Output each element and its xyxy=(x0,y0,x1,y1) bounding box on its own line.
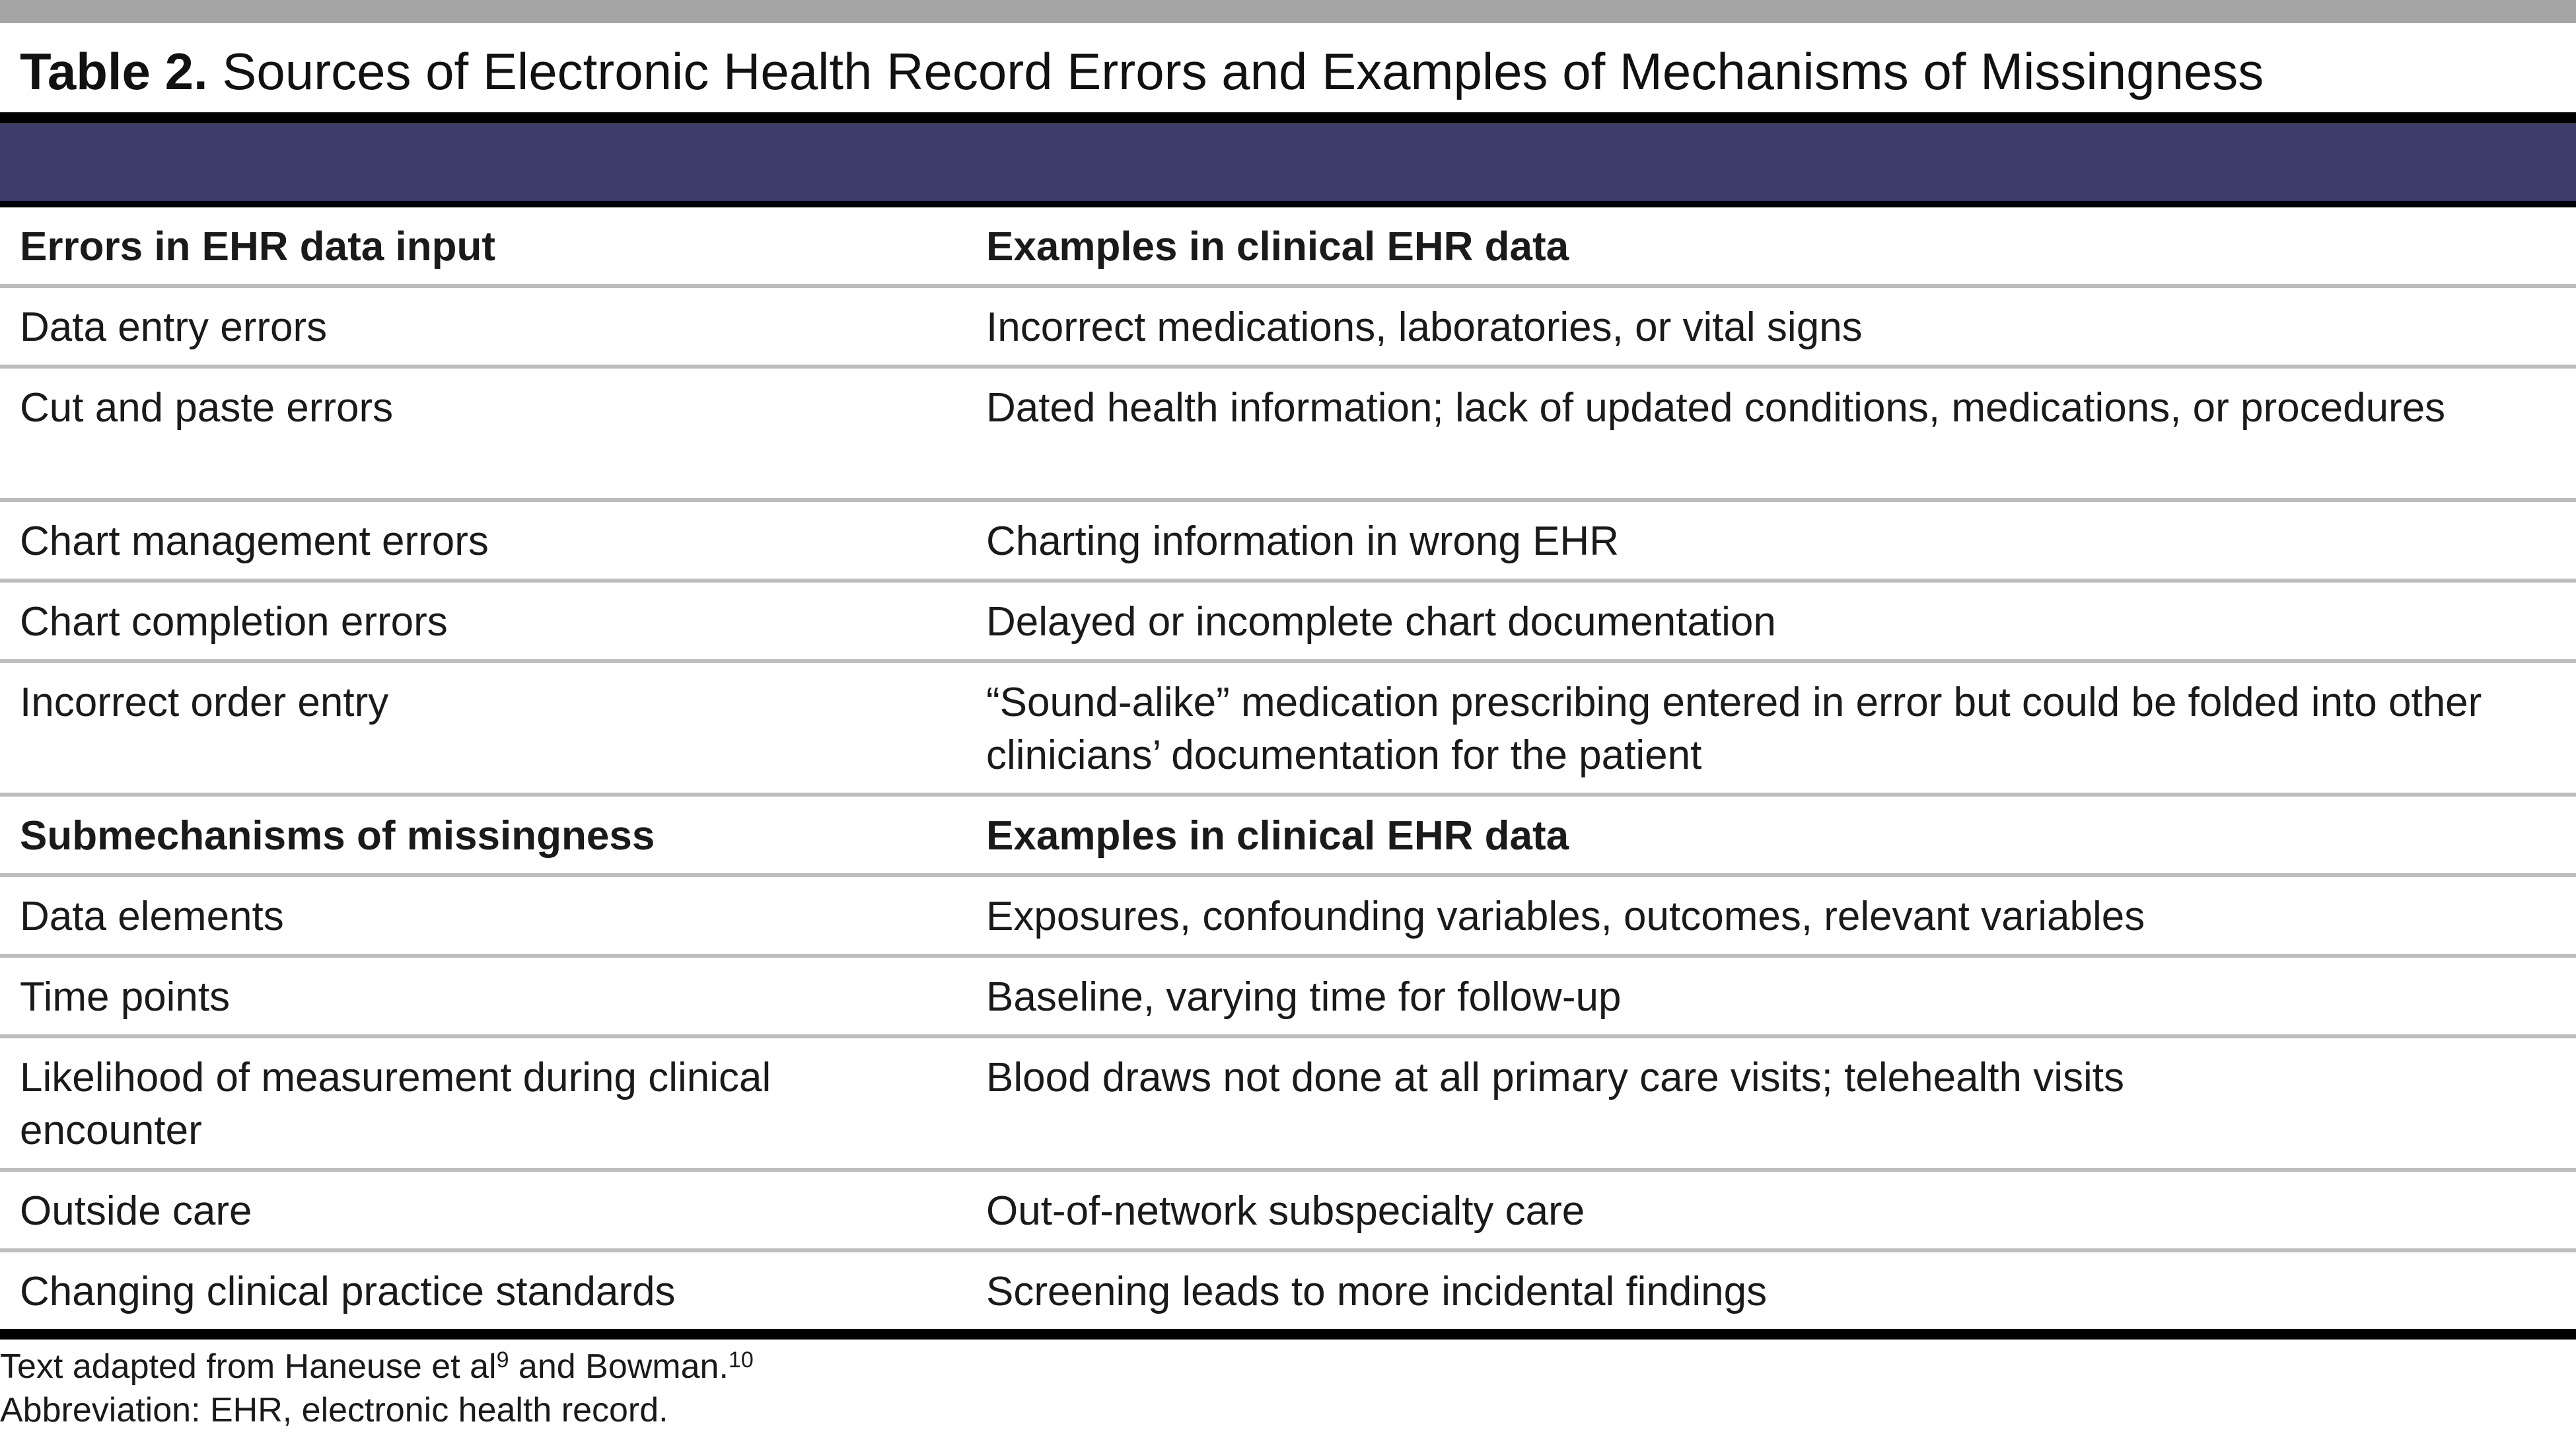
table-row xyxy=(0,1038,2576,1172)
row-label: Incorrect order entry xyxy=(20,680,389,725)
table-row xyxy=(0,1252,2576,1329)
table-row xyxy=(0,663,2576,797)
banner-rule xyxy=(0,201,2576,207)
header-banner xyxy=(0,123,2576,201)
row-label: Chart completion errors xyxy=(20,599,448,645)
table-title-text: Sources of Electronic Health Record Errors and Examples of Mechanisms of Missingness xyxy=(222,42,2264,100)
table-row xyxy=(0,1172,2576,1252)
table-row xyxy=(0,288,2576,369)
header-cell-examples: Examples in clinical EHR data xyxy=(986,813,1569,859)
table-title xyxy=(20,38,2264,104)
row-example: Baseline, varying time for follow-up xyxy=(986,974,1622,1020)
row-example: Screening leads to more incidental findings xyxy=(986,1269,1768,1314)
table-row xyxy=(0,502,2576,583)
row-example: Incorrect medications, laboratories, or vital signs xyxy=(986,304,1863,350)
row-label: Cut and paste errors xyxy=(20,385,394,431)
abbreviation-footnote: Abbreviation: EHR, electronic health record. xyxy=(0,1391,668,1429)
row-example: Delayed or incomplete chart documentation xyxy=(986,599,1776,645)
row-example: Charting information in wrong EHR xyxy=(986,519,1619,564)
bottom-rule xyxy=(0,1329,2576,1340)
source-prefix: Text adapted from Haneuse et al xyxy=(0,1347,497,1386)
source-footnote xyxy=(0,1345,754,1388)
table-label: Table 2. xyxy=(20,42,208,100)
reference-9: 9 xyxy=(496,1347,509,1373)
row-label: Outside care xyxy=(20,1188,252,1234)
table-row xyxy=(0,583,2576,663)
header-cell-submechanisms: Submechanisms of missingness xyxy=(20,813,655,859)
row-example: Exposures, confounding variables, outcomes, relevant variables xyxy=(986,894,2145,939)
row-label: Changing clinical practice standards xyxy=(20,1269,676,1314)
table-row xyxy=(0,877,2576,958)
table-row xyxy=(0,369,2576,502)
source-mid: and Bowman. xyxy=(509,1347,729,1386)
row-example: Out-of-network subspecialty care xyxy=(986,1188,1585,1234)
row-example: “Sound-alike” medication prescribing entered in error but could be folded into other clinicians’ documentation for the patient xyxy=(986,680,2482,778)
row-example: Dated health information; lack of updated conditions, medications, or procedures xyxy=(986,385,2446,431)
row-label: Chart management errors xyxy=(20,519,489,564)
table-header-row xyxy=(0,207,2576,288)
row-label: Time points xyxy=(20,974,231,1020)
top-rule xyxy=(0,112,2576,123)
header-cell-errors: Errors in EHR data input xyxy=(20,224,495,269)
reference-10: 10 xyxy=(728,1347,754,1373)
row-example: Blood draws not done at all primary care visits; telehealth visits xyxy=(986,1055,2125,1100)
top-gray-band xyxy=(0,0,2576,23)
row-label: Data entry errors xyxy=(20,304,328,350)
header-cell-examples: Examples in clinical EHR data xyxy=(986,224,1569,269)
row-label: Data elements xyxy=(20,894,284,939)
row-label: Likelihood of measurement during clinical encounter xyxy=(20,1055,771,1153)
table-subheader-row xyxy=(0,797,2576,877)
table-row xyxy=(0,958,2576,1038)
